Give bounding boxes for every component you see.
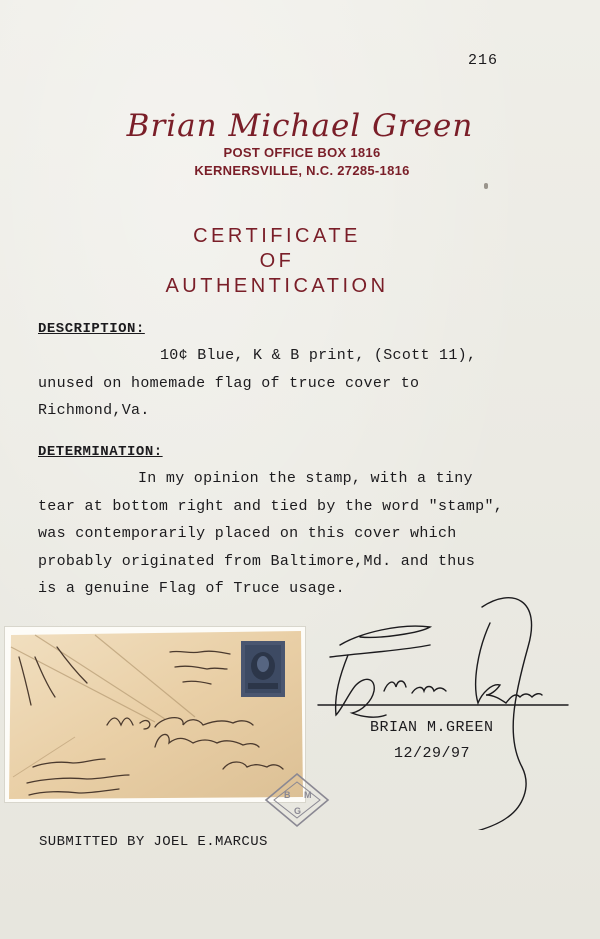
title-line-1: CERTIFICATE xyxy=(193,225,361,247)
signature-date: 12/29/97 xyxy=(394,745,471,762)
letterhead-address xyxy=(0,144,600,180)
svg-text:B: B xyxy=(284,790,291,800)
letterhead xyxy=(0,108,600,180)
letterhead-name: Brian Michael Green xyxy=(126,108,474,144)
determination-line-3: was contemporarily placed on this cover which xyxy=(38,525,457,542)
determination-line-2: tear at bottom right and tied by the word "stamp", xyxy=(38,498,504,515)
signer-name: BRIAN M.GREEN xyxy=(370,719,494,736)
page-number: 216 xyxy=(468,52,499,69)
determination-line-5: is a genuine Flag of Truce usage. xyxy=(38,580,345,597)
svg-text:M: M xyxy=(304,790,312,800)
stamp-10c-blue xyxy=(241,641,285,697)
svg-text:G: G xyxy=(294,806,302,816)
paper-speck xyxy=(484,183,488,189)
signature xyxy=(300,595,600,830)
description-line-3: Richmond,Va. xyxy=(38,402,150,419)
determination-line-1: In my opinion the stamp, with a tiny xyxy=(138,470,473,487)
title-line-2: OF xyxy=(259,250,295,272)
determination-line-4: probably originated from Baltimore,Md. and thus xyxy=(38,553,476,570)
cover-photo xyxy=(5,627,305,802)
determination-heading: DETERMINATION: xyxy=(38,444,163,460)
description-line-2: unused on homemade flag of truce cover to xyxy=(38,375,420,392)
submitted-by: SUBMITTED BY JOEL E.MARCUS xyxy=(39,834,268,850)
bmg-handstamp-icon xyxy=(262,770,332,830)
description-line-1: 10¢ Blue, K & B print, (Scott 11), xyxy=(160,347,477,364)
description-heading: DESCRIPTION: xyxy=(38,321,145,337)
address-line-2: KERNERSVILLE, N.C. 27285-1816 xyxy=(194,163,410,178)
title-line-3: AUTHENTICATION xyxy=(165,275,389,297)
cover-image xyxy=(5,627,305,802)
address-line-1: POST OFFICE BOX 1816 xyxy=(223,145,381,160)
certificate-title xyxy=(0,224,554,299)
